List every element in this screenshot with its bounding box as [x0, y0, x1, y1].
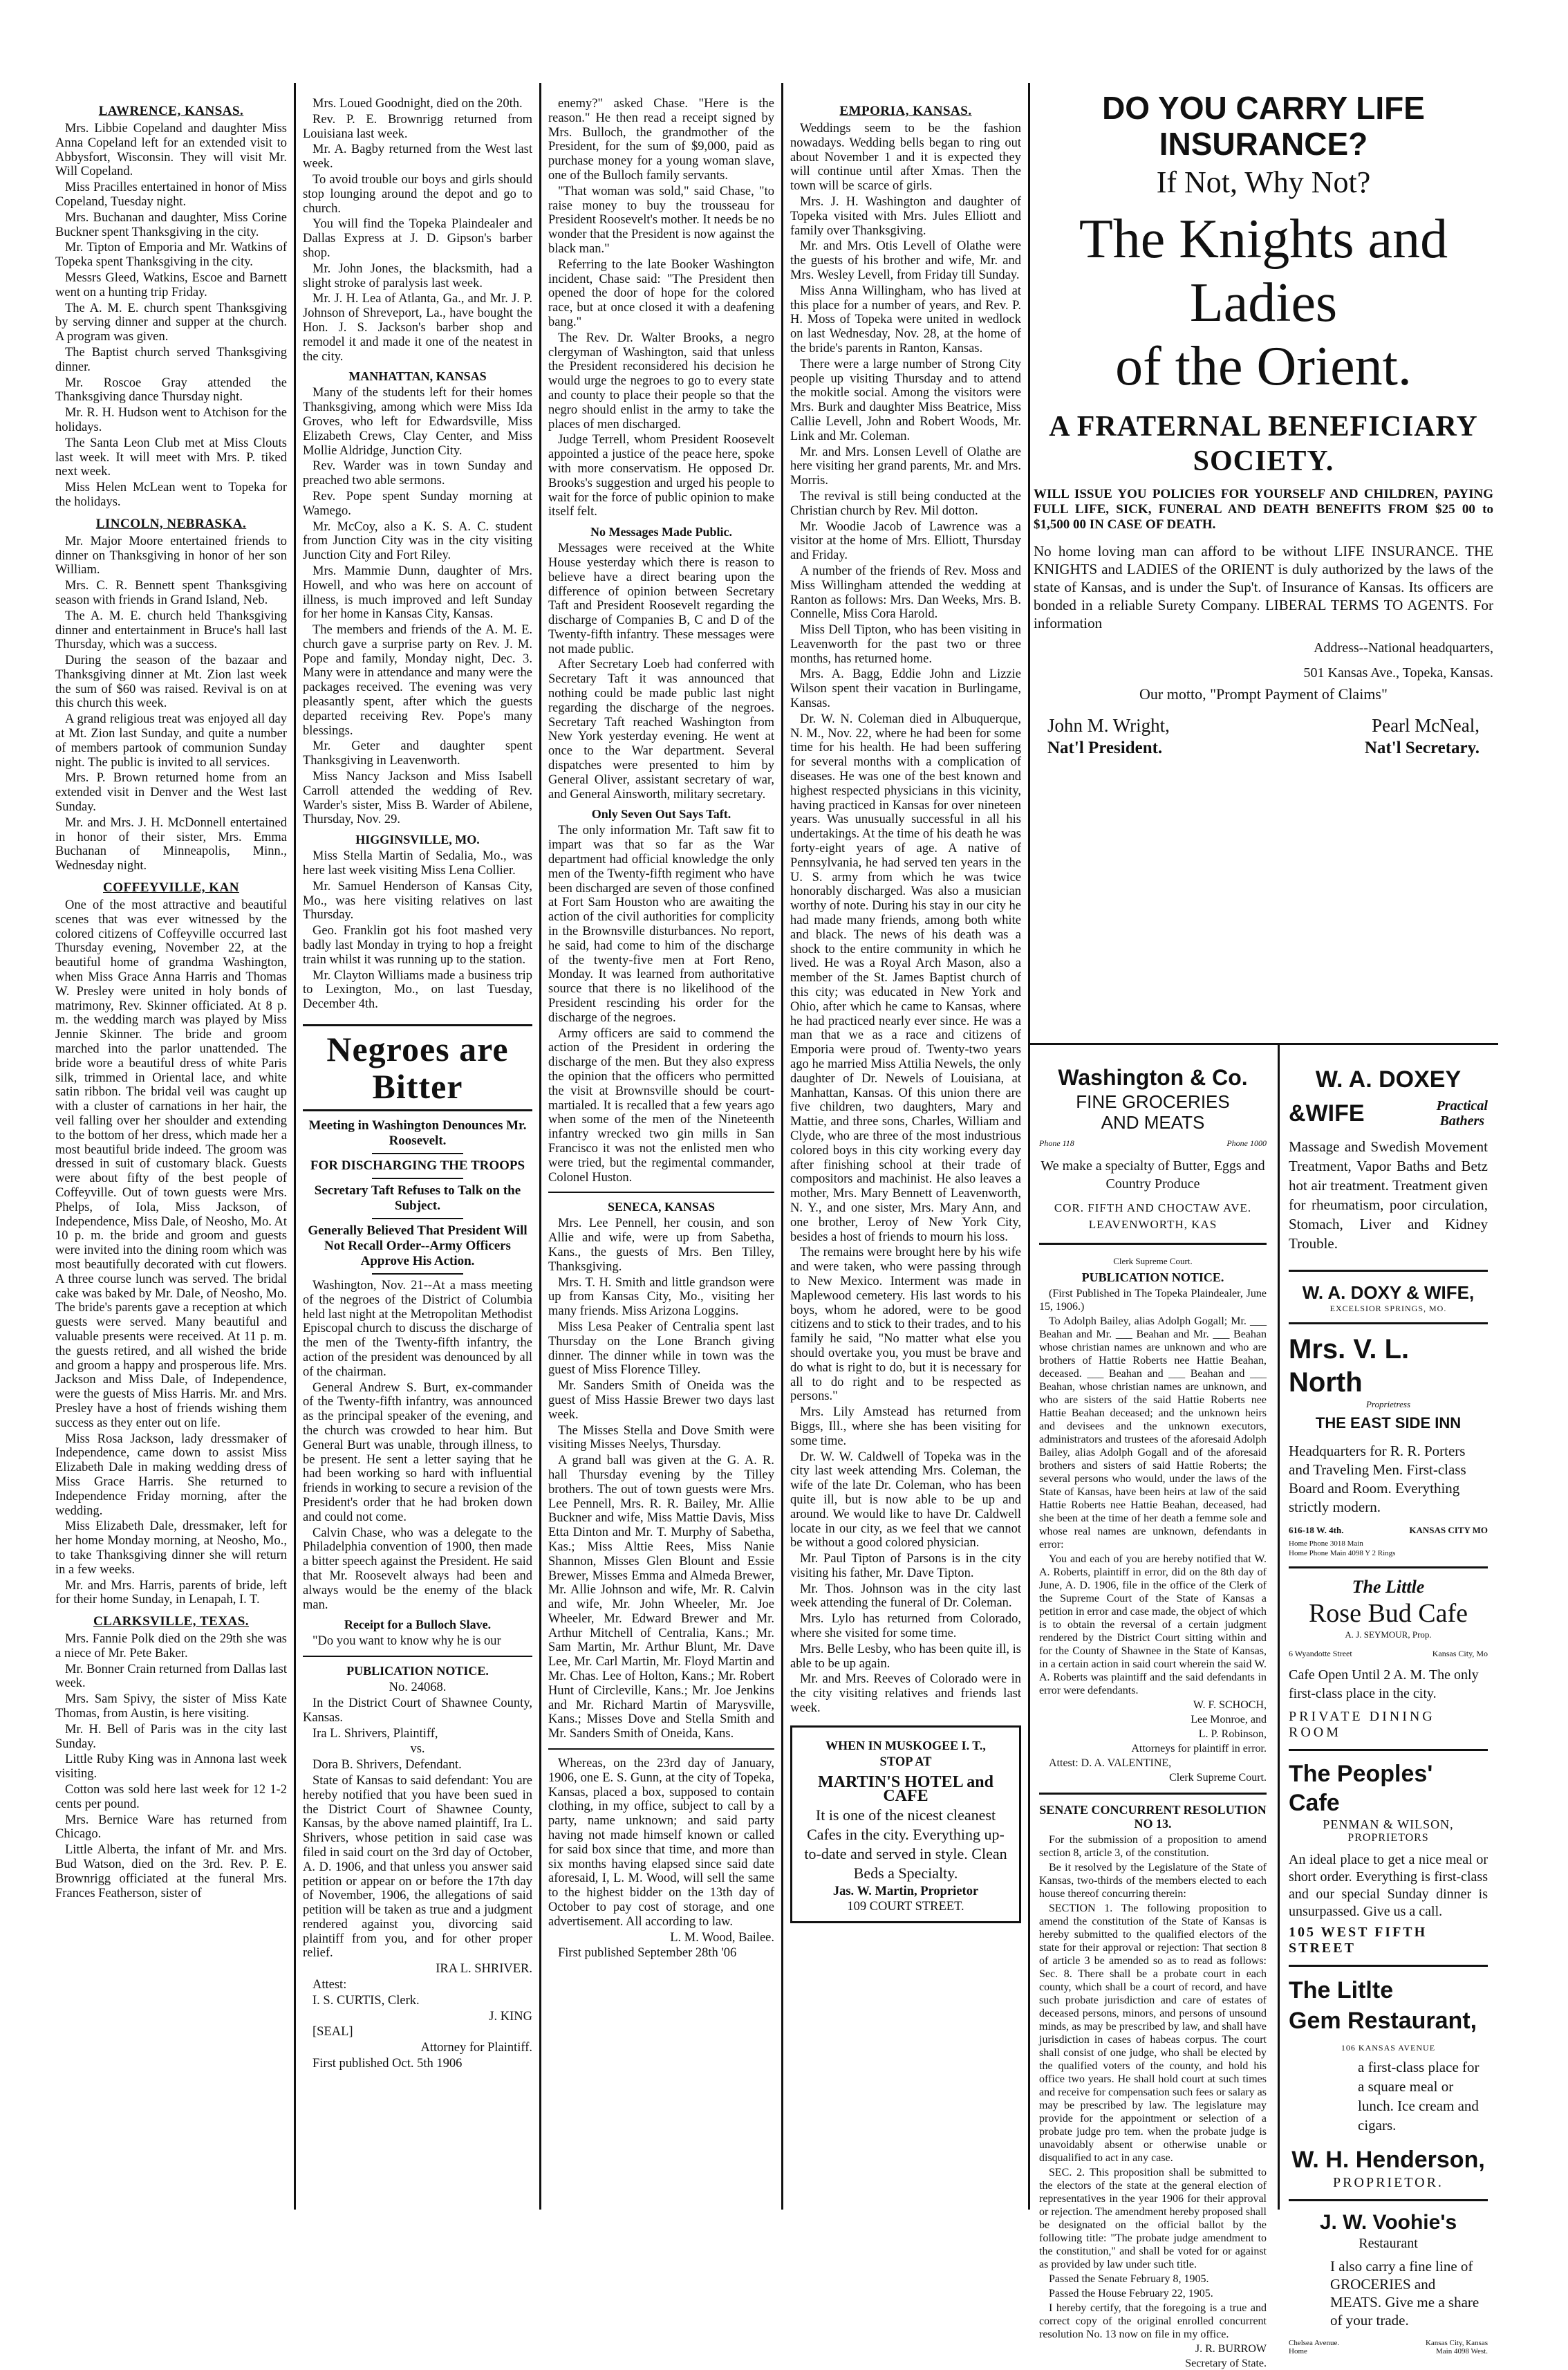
news-item: Rev. Warder was in town Sunday and preached two able sermons.	[303, 459, 532, 488]
section-heading: HIGGINSVILLE, MO.	[355, 833, 480, 847]
resolution-body: SECTION 1. The following proposition to amend the constitution of the State of Kansas is hereby submitted to the qualified electors of the state for their approval or rejection: That section 8 of article 3 be amended so as to read as follows: Sec. 8. There shall be a probate court in each county, which shall be a court of record, and have such probate jurisdiction and care of estates of deceased persons, minors, and persons of unsound minds, as may be prescribed by law, and shall have jurisdiction in cases of habeas corpus. The court shall consist of one judge, who shall be elected by the qualified voters of the county, and hold his office two years. He shall hold court at such times and receive for compensation such fees or salary as may be prescribed by law. The legislature may provide for the appointment or selection of a probate judge pro tem. when the probate judge is unavoidably absent or otherwise unable or disqualified to act in any case.	[1039, 1902, 1267, 2164]
article-paragraph: Messages were received at the White House yesterday which there is reason to believe have a direct bearing upon the difference of opinion between Secretary Taft and President Roosevelt regarding the discharge of Companies B, C and D of the Twenty-fifth infantry. These messages were not made public.	[548, 541, 774, 656]
officer-title: Nat'l Secretary.	[1364, 739, 1480, 757]
subheading: No Messages Made Public.	[590, 525, 732, 539]
news-item: Miss Helen McLean went to Topeka for the holidays.	[55, 481, 287, 509]
news-item: Mrs. Mammie Dunn, daughter of Mrs. Howell, and who was here on account of illness, is much improved and left Sunday for her home in Kansas City, Kansas.	[303, 564, 532, 622]
phone: Home Phone Main 4098 Y 2 Rings	[1289, 1549, 1396, 1557]
news-item: Mrs. J. H. Washington and daughter of Topeka visited with Mrs. Jules Elliott and family over Thanksgiving.	[790, 194, 1021, 238]
news-item: Miss Stella Martin of Sedalia, Mo., was here last week visiting Miss Lena Collier.	[303, 849, 532, 878]
ad-body: Massage and Swedish Movement Treatment, Vapor Baths and Betz hot air treatment. Treatment given for rheumatism, poor circulation, Stomach, Liver and Kidney Trouble.	[1289, 1138, 1488, 1252]
ad-proprietor: PROPRIETORS	[1347, 1832, 1429, 1844]
phone: Phone 118	[1039, 1138, 1074, 1148]
article-headline: Negroes are Bitter	[303, 1024, 532, 1111]
address-line: 6 Wyandotte Street	[1289, 1649, 1352, 1658]
news-item: Miss Rosa Jackson, lady dressmaker of Independence, came down to assist Miss Elizabeth Dale in making wedding dress of Miss Grace Harris. She returned to Independence Friday morning, after the wedding.	[55, 1432, 287, 1518]
news-item: Mrs. C. R. Bennett spent Thanksgiving season with friends in Grand Island, Neb.	[55, 579, 287, 607]
news-item: The revival is still being conducted at the Christian church by Rev. Mil dotton.	[790, 489, 1021, 518]
first-published: First published September 28th '06	[558, 1946, 737, 1961]
notice-line: (First Published in The Topeka Plaindealer, June 15, 1906.)	[1039, 1287, 1267, 1313]
higginsville-section	[303, 833, 532, 1012]
ad-title: The Litlte	[1289, 1977, 1394, 2003]
news-item: Mr. John Jones, the blacksmith, had a slight stroke of paralysis last week.	[303, 261, 532, 290]
notice-heading: PUBLICATION NOTICE.	[1081, 1270, 1224, 1284]
tagline-word: Bathers	[1439, 1113, 1485, 1129]
phone: Main 4098 West.	[1436, 2347, 1488, 2355]
right-ads-left	[1034, 1051, 1272, 2369]
news-item: Mrs. T. H. Smith and little grandson were up from Kansas City, Mo., visiting her many friends. Miss Arizona Loggins.	[548, 1275, 774, 1319]
ad-address: 501 Kansas Ave., Topeka, Kansas.	[1303, 665, 1493, 681]
divider	[1028, 1043, 1498, 1045]
news-item: Miss Pracilles entertained in honor of Miss Copeland, Tuesday night.	[55, 180, 287, 209]
news-item: Many of the students left for their homes Thanksgiving, among which were Miss Ida Groves, who left for Edwardsville, Miss Elizabeth Crews, Clay Center, and Miss Mollie Aldridge, Junction City.	[303, 386, 532, 458]
publication-notice	[303, 1664, 532, 2071]
subheading: Receipt for a Bulloch Slave.	[344, 1618, 492, 1632]
lincoln-section	[55, 517, 287, 873]
column-3	[541, 0, 781, 2213]
news-item: Mrs. Loued Goodnight, died on the 20th.	[312, 97, 523, 111]
news-item: Miss Anna Willingham, who has lived at this place for a number of years, and Rev. P. H. Moss of Topeka were united in wedlock on last Wednesday, Nov. 28, at the home of the bride's parents in Ranton, Kansas.	[790, 284, 1021, 355]
resolution-intro: For the submission of a proposition to amend section 8, article 3, of the constitution.	[1039, 1833, 1267, 1859]
resolution-body: SEC. 2. This proposition shall be submitted to the electors of the state at the general election of representatives in the year 1906 for their approval or rejection. The amendment hereby proposed shall be designated on the official ballot by the following title: "The probate judge amendment to the constitution," and shall be voted for or against as provided by law under such title.	[1039, 2166, 1267, 2270]
seal: [SEAL]	[312, 2025, 353, 2039]
article-paragraph: "Do you want to know why he is our	[312, 1634, 501, 1649]
ad-policies: WILL ISSUE YOU POLICIES FOR YOURSELF AND CHILDREN, PAYING FULL LIFE, SICK, FUNERAL AND DEATH BENEFITS FROM $25 00 to $1,500 00 IN CASE OF DEATH.	[1034, 487, 1493, 532]
news-item: Mrs. Fannie Polk died on the 29th she was a niece of Mr. Pete Baker.	[55, 1632, 287, 1660]
ad-address: Address--National headquarters,	[1314, 640, 1493, 656]
section-heading: EMPORIA, KANSAS.	[839, 104, 972, 118]
divider	[372, 1153, 464, 1154]
section-heading: LINCOLN, NEBRASKA.	[95, 516, 247, 531]
ad-title: THE EAST SIDE INN	[1315, 1414, 1462, 1432]
notice-label: Clerk Supreme Court.	[1113, 1256, 1193, 1266]
divider	[372, 1218, 464, 1219]
news-item: Mr. Tipton of Emporia and Mr. Watkins of Topeka spent Thanksgiving in the city.	[55, 241, 287, 270]
news-item: Mr. Thos. Johnson was in the city last week attending the funeral of Dr. Coleman.	[790, 1582, 1021, 1611]
notice-heading: PUBLICATION NOTICE.	[346, 1664, 489, 1678]
senate-resolution	[1039, 1803, 1267, 2370]
article-paragraph: Referring to the late Booker Washington incident, Chase said: "The President then opened the door of hope for the colored race, but at once closed it with a deafening bang."	[548, 257, 774, 329]
news-item: Miss Nancy Jackson and Miss Isabell Carroll attended the wedding of Rev. Warder's sister, Miss B. Warder of Abilene, Thursday, Nov. 29.	[303, 770, 532, 827]
article-paragraph: Judge Terrell, whom President Roosevelt appointed a justice of the peace here, spoke with more conservatism. He opposed Dr. Brooks's suggestion and urged his people to wait for the force of public opinion to make itself felt.	[548, 433, 774, 519]
news-item: Geo. Franklin got his foot mashed very badly last Monday in trying to hop a freight train whilst it was running up to the station.	[303, 924, 532, 967]
divider	[1289, 1566, 1488, 1568]
news-item: A grand religious treat was enjoyed all day at Mt. Zion last Sunday, and quite a number of members partook of communion Sunday night. The public is invited to all services.	[55, 712, 287, 770]
column-1	[48, 0, 294, 2213]
address-line: Chelsea Avenue.	[1289, 2339, 1340, 2347]
officer-name: John M. Wright,	[1047, 715, 1170, 736]
ad-phones	[1039, 1138, 1267, 1149]
ad-subtitle: Restaurant	[1359, 2236, 1418, 2251]
news-item: Dr. W. N. Coleman died in Albuquerque, N. M., Nov. 22, where he had been for some time for his health. He had been suffering for several months with a complication of diseases. He was one of the best known and highest respected physicians in this vicinity, having practiced in Kansas for over nineteen years. Was unusually successful in all his undertakings. At the time of his death he was forty-eight years of age. A native of Pennsylvania, he had served ten years in the U. S. army from which he was twice honorably discharged. Was also a musician worthy of note. During his stay in our city he had made many friends, among both white and black. The news of his death was a shock to the entire community in which he lived. He was a Royal Arch Mason, also a member of the St. James Baptist church of this city; was educated in New York and Ohio, after which he came to Kansas, where he had practiced nearly ever since. He was a man that we as a race and citizens of Emporia were proud of. Twenty-two years ago he married Miss Attilia Newels, the only daughter of Dr. Newels of Louisiana, at Manhattan, Kansas. Of this union there are five children, two daughters, Mary and Mattie, and three sons, Charles, William and Clyde, who are three of the most industrious colored boys in this city working every day after finishing school at their trade of compositors and machinist. He also leaves a mother, Mrs. Mary Bennett of Leavenworth, N. Y., and one sister, Mrs. Mary Ann, and one brother, Leroy of New York City, besides a host of friends to mourn his loss.	[790, 712, 1021, 1244]
news-item: Miss Elizabeth Dale, dressmaker, left for her home Monday morning, at Neosho, Mo., to take Thanksgiving dinner she will return in a few weeks.	[55, 1519, 287, 1577]
ad-address	[1289, 1649, 1488, 1659]
news-item: The members and friends of the A. M. E. church gave a surprise party on Rev. J. M. Pope and family, Monday night, Dec. 3. Many were in attendance and many were the packages received. The evening was very pleasantly spent, after which the guests departed receiving Rev. Pope's many blessings.	[303, 623, 532, 738]
seneca-section	[548, 1200, 774, 1741]
ad-headline: DO YOU CARRY LIFE INSURANCE?	[1102, 90, 1425, 162]
ad-title: Rose Bud Cafe	[1308, 1599, 1468, 1628]
case-number: No. 24068.	[389, 1681, 447, 1695]
news-item: Mr. Roscoe Gray attended the Thanksgiving dance Thursday night.	[55, 376, 287, 405]
news-item: Mrs. Buchanan and daughter, Miss Corine Buckner spent Thanksgiving in the city.	[55, 210, 287, 239]
article-paragraph: enemy?" asked Chase. "Here is the reason." He then read a receipt signed by Mrs. Bulloch, the grandmother of the President, for the sum of $9,000, paid as purchase money for a young woman slave, one of the Bulloch family servants.	[548, 97, 774, 183]
news-item: Mrs. Lee Pennell, her cousin, and son Allie and wife, were up from Sabetha, Kans., the guests of Mrs. Ben Tilley, Thanksgiving.	[548, 1216, 774, 1274]
news-item: The Baptist church served Thanksgiving dinner.	[55, 345, 287, 374]
news-item: Mr. and Mrs. Otis Levell of Olathe were the guests of his brother and wife, Mr. and Mrs. Wesley Levell, from Friday till Sunday.	[790, 239, 1021, 282]
ad-owners: PENMAN & WILSON,	[1323, 1817, 1454, 1831]
ad-body: No home loving man can afford to be without LIFE INSURANCE. THE KNIGHTS and LADIES of the ORIENT is duly authorized by the laws of the state of Kansas, and is under the Sup't. of Insurance of Kansas. Its officers are bonded in a reliable Surety Company. LIBERAL TERMS TO AGENTS. For information	[1034, 543, 1493, 631]
ad-title: Washington & Co.	[1058, 1065, 1248, 1090]
divider	[548, 1748, 774, 1750]
news-item: There were a large number of Strong City people up visiting Thursday and to attend the mokitle social. Among the visitors were Mrs. Burk and daughter Miss Beatrice, Miss Callie Levell, John and Robert Woods, Mr. Link and Mr. Coleman.	[790, 357, 1021, 443]
article-paragraph: General Andrew S. Burt, ex-commander of the Twenty-fifth infantry, was announced as the principal speaker of the evening, and the church was crowded to hear him. But General Burt was unable, through illness, to be present. He sent a letter saying that he had been working so hard with influential friends in working to secure a revision of the President's order that he had broken down and could not come.	[303, 1380, 532, 1524]
ad-title: The Peoples' Cafe	[1289, 1761, 1433, 1816]
doxey-wife-ad	[1289, 1281, 1488, 1314]
news-item: The Misses Stella and Dove Smith were visiting Misses Neelys, Thursday.	[548, 1423, 774, 1452]
article-deck: Meeting in Washington Denounces Mr. Roosevelt.	[308, 1118, 527, 1149]
doxey-ad	[1289, 1065, 1488, 1253]
ad-line: AND MEATS	[1101, 1112, 1205, 1133]
ad-address: COR. FIFTH AND CHOCTAW AVE.	[1054, 1201, 1252, 1214]
news-item: Messrs Gleed, Watkins, Escoe and Barnett went on a hunting trip Friday.	[55, 270, 287, 299]
news-item: Mr. and Mrs. J. H. McDonnell entertained in honor of their sister, Mrs. Emma Buchanan of Minneapolis, Minn., Wednesday night.	[55, 815, 287, 873]
divider	[1039, 1243, 1267, 1245]
news-item: Miss Lesa Peaker of Centralia spent last Thursday on the Lone Branch giving dinner. The dinner while in town was the guest of Miss Florence Tilley.	[548, 1320, 774, 1378]
resolution-body: I hereby certify, that the foregoing is a true and correct copy of the original enrolled concurrent resolution No. 13 now on file in my office.	[1039, 2302, 1267, 2340]
ad-phone	[1289, 2347, 1488, 2355]
ad-society: SOCIETY.	[1193, 445, 1334, 477]
column-2	[296, 0, 539, 2213]
ad-address: 106 KANSAS AVENUE	[1341, 2043, 1436, 2053]
article-deck: Secretary Taft Refuses to Talk on the Subject.	[314, 1183, 521, 1214]
news-item: Little Ruby King was in Annona last week visiting.	[55, 1752, 287, 1781]
bailee-notice: Whereas, on the 23rd day of January, 1906, one E. S. Gunn, at the city of Topeka, Kansas, placed a box, supposed to contain clothing, in my office, subject to call by a party, name unknown; and said party having not made himself known or called for said box since that time, and more than six months having elapsed since said date aforesaid, I, L. M. Wood, will sell the same to the highest bidder on the 13th day of October to pay cost of storage, and one advertisement. All according to law.	[548, 1757, 774, 1929]
versus: vs.	[410, 1742, 425, 1757]
divider	[1289, 1270, 1488, 1272]
clerk-supreme-court-notice	[1039, 1255, 1267, 1784]
divider	[548, 1192, 774, 1193]
news-item: Miss Dell Tipton, who has been visiting in Leavenworth for the past two or three months, has returned home.	[790, 623, 1021, 666]
ad-proprietor: Jas. W. Martin, Proprietor	[832, 1884, 979, 1898]
attorney-name: J. KING	[489, 2009, 532, 2024]
little-gem-ad	[1289, 1975, 1488, 2191]
notice-body: State of Kansas to said defendant: You are hereby notified that you have been sued in the District Court of Shawnee County, Kansas, by the above named plaintiff, Ira L. Shrivers, whose petition in said case was filed in said court on the 3rd day of October, A. D. 1906, and that unless you answer said petition or appear on or before the 17th day of November, 1906, the allegations of said petition will be taken as true and a judgment rendered against you, divorcing said plaintiff from you, and for other proper relief.	[303, 1773, 532, 1961]
news-item: Cotton was sold here last week for 12 1-2 cents per pound.	[55, 1783, 287, 1811]
ad-line: WHEN IN MUSKOGEE I. T.,	[825, 1738, 986, 1752]
attest-title: Clerk Supreme Court.	[1169, 1771, 1267, 1784]
ad-body: a first-class place for a square meal or lunch. Ice cream and cigars.	[1358, 2059, 1480, 2133]
divider	[303, 1656, 532, 1657]
plaintiff: Ira L. Shrivers, Plaintiff,	[312, 1726, 438, 1741]
news-item: Dr. W. W. Caldwell of Topeka was in the city last week attending Mrs. Coleman, the wife of the late Dr. Coleman, who has been quite ill, but is now able to be up and around. We would like to have Dr. Caldwell locate in our city, as we feel that we cannot be without a good colored physician.	[790, 1450, 1021, 1550]
section-heading: LAWRENCE, KANSAS.	[98, 104, 244, 118]
news-item: One of the most attractive and beautiful scenes that was ever witnessed by the colored citizens of Coffeyville occurred last Thursday evening, November 22, at the beautiful home of grandma Washington, when Miss Grace Anna Harris and Thomas W. Presley were united in holy bonds of matrimony, Rev. Skinner officiated. At 8 p. m. the wedding march was played by Miss Jennie Skinner. The bride and groom marched into the parlor unattended. The bride wore a beautiful dress of white Paris silk, trimmed in Oriental lace, and white satin ribbon. The bridal veil was caught up with a cluster of carnations in her hair, the veil falling over her shoulder and extending to the bottom of her dress, which made her a most beautiful bride indeed. The groom was dressed in suit of customary black. Guests were about fifty of the best people of Coffeyville. Out of town guests were Mrs. Phelps, of Iola, Miss Jackson, of Independence, Miss Dale, of Neosho, Mo. At 10 p. m. the bride and groom and guests were invited into the dining room which was most beautifully decorated with cut flowers. A three course lunch was served. The bridal cake was baked by Mr. Dale, of Neosho, Mo. The bride's parents gave a reception at which guests were served. Many beautiful and valuable presents were received. At 11 p. m. the guests retired, and all wished the bride and groom a happy and prosperous life. Mrs. Jackson and Miss Dale, of Independence, were the guests of Miss Harris. Mr. and Mrs. Presley have a host of friends wishing them success as they enter out on life.	[55, 898, 287, 1430]
divider	[1289, 1749, 1488, 1751]
clerk: I. S. CURTIS, Clerk.	[312, 1993, 420, 2008]
voohie-restaurant-ad	[1289, 2210, 1488, 2355]
news-item: Mrs. Bernice Ware has returned from Chicago.	[55, 1813, 287, 1842]
article-paragraph: "That woman was sold," said Chase, "to raise money to buy the trousseau for President Roosevelt's mother. It needs be no wonder that the President is now against the black man."	[548, 184, 774, 256]
ad-proprietor: Proprietress	[1365, 1399, 1411, 1409]
news-item: Mr. Clayton Williams made a business trip to Lexington, Mo., on last Tuesday, December 4th.	[303, 968, 532, 1012]
divider	[1289, 1322, 1488, 1324]
news-item: Mr. Major Moore entertained friends to dinner on Thanksgiving in honor of her son William.	[55, 534, 287, 577]
ad-address: 109 COURT STREET.	[847, 1900, 964, 1914]
ad-address	[1289, 1525, 1488, 1536]
ad-title: J. W. Voohie's	[1319, 2211, 1457, 2234]
section-heading: COFFEYVILLE, KAN	[103, 880, 239, 896]
ad-address: EXCELSIOR SPRINGS, MO.	[1329, 1304, 1447, 1313]
ad-society: A FRATERNAL BENEFICIARY	[1049, 411, 1478, 443]
divider	[372, 1178, 464, 1179]
notice-heading: SENATE CONCURRENT RESOLUTION NO 13.	[1039, 1802, 1267, 1831]
news-item: Mr. and Mrs. Reeves of Colorado were in the city visiting relatives and friends last week.	[790, 1672, 1021, 1716]
ad-title: Gem Restaurant,	[1289, 2008, 1477, 2034]
tagline-word: Practical	[1436, 1098, 1488, 1113]
clarksville-section	[55, 1614, 287, 1900]
news-item: Mr. Samuel Henderson of Kansas City, Mo., was here visiting relatives on last Thursday.	[303, 879, 532, 923]
lawrence-section	[55, 104, 287, 510]
news-item: Mr. Geter and daughter spent Thanksgiving in Leavenworth.	[303, 739, 532, 768]
news-item: Mr. Sanders Smith of Oneida was the guest of Miss Hassie Brewer two days last week.	[548, 1379, 774, 1422]
news-item: Mrs. Sam Spivy, the sister of Miss Kate Thomas, from Austin, is here visiting.	[55, 1692, 287, 1721]
section-heading: CLARKSVILLE, TEXAS.	[93, 1614, 250, 1629]
defendant: Dora B. Shrivers, Defendant.	[312, 1758, 462, 1772]
news-item: Mr. Bonner Crain returned from Dallas last week.	[55, 1662, 287, 1691]
news-item: The remains were brought here by his wife and were taken, who were passing through to New Mexico. Interment was made in Maplewood cemetery. His last words to his boys, whom he adored, were to be good citizens and to stick to their trades, and to his family he said, "No matter what else you should overtake you, you must be brave and do what is right to do, but it is necessary for all to do right and to be respected as persons."	[790, 1246, 1021, 1404]
address-line: KANSAS CITY MO	[1409, 1525, 1488, 1535]
divider	[1289, 1965, 1488, 1967]
news-item: Rev. Pope spent Sunday morning at Wamego.	[303, 489, 532, 518]
ad-title: &WIFE	[1289, 1100, 1365, 1127]
attorney-title: Attorney for Plaintiff.	[420, 2041, 532, 2055]
resolution-body: Be it resolved by the Legislature of the State of Kansas, two-thirds of the members elected to each house thereof concurring therein:	[1039, 1861, 1267, 1900]
article-deck: Generally Believed That President Will Not Recall Order--Army Officers Approve His Action.	[308, 1223, 528, 1269]
right-ads-right	[1283, 1051, 1493, 2355]
officer-title: Nat'l President.	[1047, 739, 1163, 757]
ad-officers	[1034, 714, 1493, 737]
ad-body: I also carry a fine line of GROCERIES and MEATS. Give me a share of your trade.	[1330, 2258, 1480, 2329]
ad-body: We make a specialty of Butter, Eggs and Country Produce	[1040, 1158, 1265, 1192]
column-rule	[1028, 83, 1030, 2210]
ad-title: W. A. DOXEY	[1315, 1066, 1462, 1093]
signature: IRA L. SHRIVER.	[436, 1962, 532, 1976]
ad-body: An ideal place to get a nice meal or short order. Everything is first-class and our special Sunday dinner is unsurpassed. Give us a call.	[1289, 1852, 1488, 1919]
notice-body: You and each of you are hereby notified that W. A. Roberts, plaintiff in error, did on the 8th day of June, A. D. 1906, file in the office of the Clerk of the Supreme Court of the State of Kansas a petition in error and case made, the object of which is to obtain the reversal of a certain judgment rendered by the District Court sitting within and for the County of Shawnee in the State of Kansas, in a certain action in said court wherein the said W. A. Roberts was plaintiff and the said defendants in error were defendants.	[1039, 1553, 1267, 1696]
attest: Attest: D. A. VALENTINE,	[1049, 1757, 1172, 1769]
coffeyville-section	[55, 880, 287, 1607]
ad-title: MARTIN'S HOTEL and CAFE	[818, 1772, 993, 1805]
first-published: First published Oct. 5th 1906	[312, 2057, 463, 2071]
peoples-cafe-ad	[1289, 1759, 1488, 1956]
news-item: Mrs. Belle Lesby, who has been quite ill, is able to be up again.	[790, 1642, 1021, 1671]
divider	[372, 1273, 464, 1275]
address-line: 616-18 W. 4th.	[1289, 1525, 1344, 1535]
signature: Attorneys for plaintiff in error.	[1131, 1742, 1267, 1755]
ad-title: Mrs. V. L. North	[1289, 1334, 1410, 1398]
article-paragraph: The only information Mr. Taft saw fit to impart was that so far as the War department had official knowledge the only men of the Twenty-fifth regiment who have been discharged are seven of those confined at Fort Sam Houston who are awaiting the action of the civil authorities for complicity in the Brownsville disturbances. No report, he said, had come to him of the discharge of the twenty-five men at Fort Reno, Monday. It was learned from authoritative source that there is no likelihood of the President rescinding his order for the discharge of the negroes.	[548, 824, 774, 1025]
attest: Attest:	[312, 1978, 347, 1992]
article-paragraph: After Secretary Loeb had conferred with Secretary Taft it was announced that nothing could be made public last night regarding the discharge of the negroes. Secretary Taft reached Washington from New York yesterday evening. He went at once to the War department. Several dispatches were presented to him by General Oliver, assistant secretary of war, and General Ainsworth, military secretary.	[548, 658, 774, 802]
news-item: The Santa Leon Club met at Miss Clouts last week. It will meet with Mrs. P. tiked next week.	[55, 436, 287, 479]
ad-body: It is one of the nicest cleanest Cafes in the city. Everything up-to-date and served in style. Clean Beds a Specialty.	[804, 1806, 1007, 1882]
news-item: Mr. McCoy, also a K. S. A. C. student from Junction City was in the city visiting Junction City and Fort Riley.	[303, 519, 532, 563]
ad-line: STOP AT	[879, 1755, 932, 1769]
news-item: The A. M. E. church spent Thanksgiving by serving dinner and supper at the church. A program was given.	[55, 301, 287, 344]
notice-body: To Adolph Bailey, alias Adolph Gogall; Mr. ___ Beahan and Mr. ___ Beahan and Mr. ___ Beahan whose christian names are unknown and who are brothers of Hattie Roberts nee Hattie Beahan, deceased. ___ Beahan and ___ Beahan and ___ Beahan, whose christian names are unknown, and who are sisters of the said Hattie Roberts nee Hattie Beahan deceased; and the unknown heirs and devisees and the unknown executors, administrators and trustees of the aforesaid Adolph Bailey, alias Adolph Gogall and of the aforesaid brothers and sisters of said Hattie Roberts; the several persons who would, under the laws of the State of Kansas, have been heirs at law of the said Hattie Roberts nee Hattie Beahan, deceased, had she been at the time of her death a femme sole and whose real names are unknown, defendants in error:	[1039, 1315, 1267, 1550]
news-item: Rev. P. E. Brownrigg returned from Louisiana last week.	[303, 112, 532, 141]
court-name: In the District Court of Shawnee County, Kansas.	[303, 1696, 532, 1725]
ad-tagline	[1437, 1098, 1488, 1129]
news-item: Mr. and Mrs. Harris, parents of bride, left for their home Sunday, in Lenapah, I. T.	[55, 1578, 287, 1607]
emporia-section	[790, 104, 1021, 1716]
news-item: Mr. Woodie Jacob of Lawrence was a visitor at the home of Mrs. Elliott, Thursday and Friday.	[790, 519, 1021, 563]
divider	[1039, 1793, 1267, 1795]
ad-title: W. A. DOXY & WIFE,	[1302, 1282, 1475, 1303]
phone: Phone 1000	[1226, 1138, 1267, 1148]
ad-motto: Our motto, "Prompt Payment of Claims"	[1139, 685, 1388, 703]
ad-title: The Knights and Ladies	[1079, 209, 1448, 333]
ad-body: Cafe Open Until 2 A. M. The only first-class place in the city.	[1289, 1667, 1479, 1701]
divider	[1289, 2199, 1488, 2201]
news-item: Mr. H. Bell of Paris was in the city last Sunday.	[55, 1722, 287, 1751]
ad-proprietor: A. J. SEYMOUR, Prop.	[1345, 1629, 1432, 1640]
news-item: Mrs. Lily Amstead has returned from Biggs, Ill., where she has been visiting for some time.	[790, 1405, 1021, 1448]
ad-line: FINE GROCERIES	[1076, 1091, 1230, 1112]
washington-co-ad	[1039, 1064, 1267, 1233]
signature: W. F. SCHOCH,	[1193, 1698, 1267, 1711]
east-side-inn-ad	[1289, 1333, 1488, 1558]
news-item: Mrs. Libbie Copeland and daughter Miss Anna Copeland left for an extended visit to Abbysfort, Wisconsin. They will visit Mr. Will Copeland.	[55, 122, 287, 179]
section-heading: MANHATTAN, KANSAS	[348, 369, 487, 384]
ad-body: Headquarters for R. R. Porters and Traveling Men. First-class Board and Room. Everything strictly modern.	[1289, 1443, 1466, 1515]
signature: L. P. Robinson,	[1198, 1728, 1267, 1740]
ad-line: PRIVATE DINING ROOM	[1289, 1709, 1435, 1740]
news-item: The A. M. E. church held Thanksgiving dinner and entertainment in Bruce's hall last Thursday, which was a success.	[55, 609, 287, 652]
address-line: Kansas City, Mo	[1432, 1649, 1488, 1658]
news-item: To avoid trouble our boys and girls should stop lounging around the depot and go to church.	[303, 172, 532, 216]
ad-subheadline: If Not, Why Not?	[1156, 165, 1371, 199]
news-item: Mr. Paul Tipton of Parsons is in the city visiting his father, Mr. Dave Tipton.	[790, 1552, 1021, 1580]
signature: J. R. BURROW	[1195, 2342, 1267, 2355]
news-item: Mr. J. H. Lea of Atlanta, Ga., and Mr. J. P. Johnson of Shreveport, La., have bought the Hon. J. S. Jackson's barber shop and remodel it and made it one of the neatest in the city.	[303, 292, 532, 364]
negroes-bitter-article	[303, 1024, 532, 1649]
ad-officer-titles	[1034, 737, 1493, 759]
news-item: Mr. and Mrs. Lonsen Levell of Olathe are here visiting her grand parents, Mr. and Mrs. Morris.	[790, 445, 1021, 488]
ad-address: LEAVENWORTH, KAS	[1088, 1218, 1217, 1231]
article-deck: FOR DISCHARGING THE TROOPS	[310, 1158, 525, 1174]
resolution-passed: Passed the Senate February 8, 1905.	[1049, 2272, 1209, 2285]
article-paragraph: The Rev. Dr. Walter Brooks, a negro clergyman of Washington, said that unless the President reconsidered his decision he would urge the negroes to go to every state and county to place their people so that the negro should enlist in the army to take the places of men discharged.	[548, 331, 774, 432]
ad-title: of the Orient.	[1115, 336, 1412, 397]
bailee-signature: L. M. Wood, Bailee.	[670, 1930, 774, 1945]
news-item: During the season of the bazaar and Thanksgiving dinner at Mt. Zion last week the sum of $60 was raised. Revival is on at this church this week.	[55, 654, 287, 711]
news-item: Mr. R. H. Hudson went to Atchison for the holidays.	[55, 406, 287, 434]
news-item: A number of the friends of Rev. Moss and Miss Willingham attended the wedding at Ranton as follows: Mrs. Dan Weeks, Mrs. B. Connelle, Miss Cora Harold.	[790, 564, 1021, 622]
address-line: Kansas City, Kansas	[1425, 2339, 1488, 2347]
article-paragraph: Calvin Chase, who was a delegate to the Philadelphia convention of 1900, then made a bitter speech against the President. He said that Mr. Roosevelt always had been and always would be the enemy of the black man.	[303, 1526, 532, 1612]
ad-owner: W. H. Henderson,	[1291, 2147, 1485, 2173]
knights-ladies-ad	[1034, 90, 1493, 759]
subheading: Only Seven Out Says Taft.	[591, 807, 731, 822]
rose-bud-cafe-ad	[1289, 1577, 1488, 1741]
signature: Lee Monroe, and	[1191, 1713, 1267, 1725]
news-item: Mrs. P. Brown returned home from an extended visit in Denver and the West last Sunday.	[55, 771, 287, 815]
article-paragraph: Washington, Nov. 21--At a mass meeting of the negroes of the District of Columbia held last night at the Metropolitan Methodist Episcopal church to discuss the discharge of the men of the Twenty-fifth infantry, the action of the president was denounced by all of the chairman.	[303, 1279, 532, 1379]
news-item: Mrs. Lylo has returned from Colorado, where she visited for some time.	[790, 1612, 1021, 1641]
ad-title-row	[1289, 1098, 1488, 1129]
ad-address	[1289, 2339, 1488, 2347]
article-paragraph: Army officers are said to commend the action of the President in ordering the discharge of the men. But they also express the opinion that the officers who permitted the visit at Brownsville should be court-martialed. It is recalled that a few years ago when some of the men of the Nineteenth infantry wrecked two gin mills in San Francisco it was not the enlisted men who were tried, but the regimental commander, Colonel Huston.	[548, 1026, 774, 1185]
section-heading: SENECA, KANSAS	[607, 1200, 716, 1214]
column-rule	[1278, 1044, 1280, 2210]
phone: Home Phone 3018 Main	[1289, 1539, 1363, 1548]
manhattan-section	[303, 369, 532, 827]
news-item: A grand ball was given at the G. A. R. hall Thursday evening by the Tilley brothers. The out of town guests were Mrs. Lee Pennell, Mrs. R. R. Bailey, Mr. Allie Buckner and wife, Miss Mattie Davis, Miss Etta Dinton and Mr. T. Murphy of Sabetha, Kas.; Miss Alttie Rees, Miss Nanie Shannon, Misses Glen Blount and Essie Brewer, Misses Emma and Almeda Brewer, Mr. Allie Johnson and wife, Mr. R. Calvin and wife, Mr. John Wheeler, Mr. Joe Wheeler, Mr. Edward Brewer and Mr. Arthur Mitchell of Centralia, Kans.; Mr. Sam Martin, Mr. Arthur Blunt, Mr. Dave Lee, Mr. Carl Martin, Mr. Floyd Martin and Mr. Chas. Lee of Holton, Kans.; Mr. Robert Hunt of Circleville, Kans.; Mr. Joe Jenkins and Mr. Richard Martin of Marysville, Kans.; Misses Dove and Stella Smith and Mr. Sanders Smith of Oneida, Kans.	[548, 1454, 774, 1741]
phone: Home	[1289, 2347, 1307, 2355]
news-item: Mrs. A. Bagg, Eddie John and Lizzie Wilson spent their vacation in Burlingame, Kansas.	[790, 667, 1021, 711]
news-item: You will find the Topeka Plaindealer and Dallas Express at J. D. Gipson's barber shop.	[303, 217, 532, 260]
ad-proprietor: PROPRIETOR.	[1333, 2175, 1444, 2190]
news-item: Mr. A. Bagby returned from the West last week.	[303, 142, 532, 172]
signature-title: Secretary of State.	[1185, 2357, 1267, 2369]
news-item: Little Alberta, the infant of Mr. and Mrs. Bud Watson, died on the 3rd. Rev. P. E. Brownrigg officiated at the funeral Mrs. Frances Featherson, sister of	[55, 1843, 287, 1900]
resolution-passed: Passed the House February 22, 1905.	[1049, 2287, 1213, 2299]
ad-address: 105 WEST FIFTH STREET	[1289, 1925, 1428, 1956]
ad-title: The Little	[1352, 1577, 1425, 1597]
news-item: Weddings seem to be the fashion nowadays. Wedding bells began to ring out about November 1 and it is expected they will continue until after Xmas. Then the town will be scarce of girls.	[790, 122, 1021, 194]
martins-hotel-ad	[790, 1725, 1021, 1923]
column-4	[783, 0, 1028, 2213]
officer-name: Pearl McNeal,	[1372, 715, 1480, 736]
